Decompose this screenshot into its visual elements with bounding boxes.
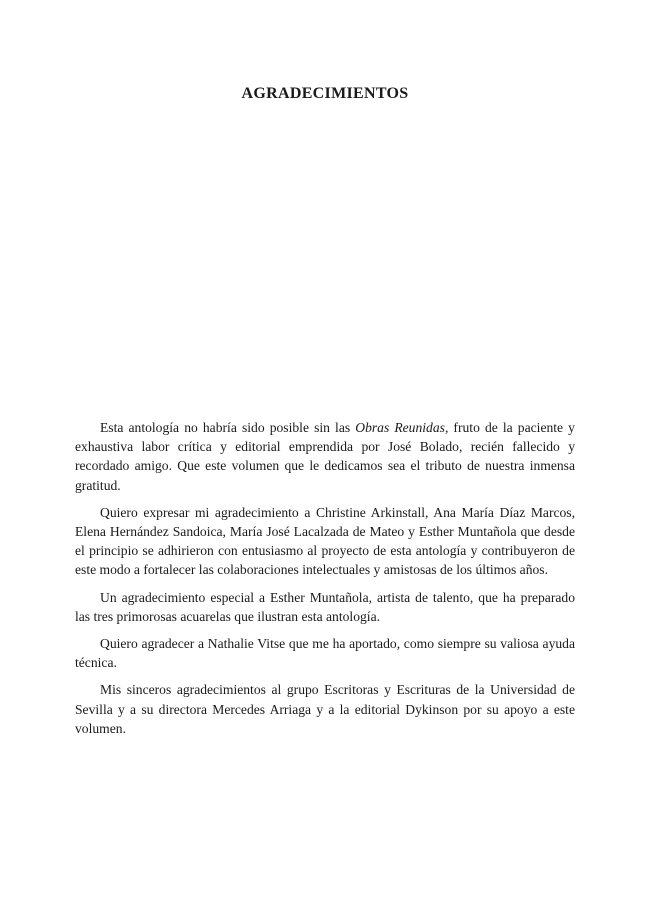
- paragraph-1-text-end: , fruto de la paciente y exhaustiva labor crítica y editorial emprendida por José Bolado, recién fallecido y recordado amigo. Que este volumen que le dedicamos sea el tributo de nuestra inmensa gratitud.: [75, 420, 575, 493]
- paragraph-1: [75, 418, 575, 495]
- acknowledgements-body: [75, 418, 575, 738]
- paragraph-2: Quiero expresar mi agradecimiento a Christine Arkinstall, Ana María Díaz Marcos, Elena Hernández Sandoica, María José Lacalzada de Mateo y Esther Muntañola que desde el principio se adhirieron con entusiasmo al proyecto de esta antología y contribuyeron de este modo a fortalecer las colaboraciones intelectuales y amistosas de los últimos años.: [75, 504, 575, 578]
- paragraph-4: Quiero agradecer a Nathalie Vitse que me ha aportado, como siempre su valiosa ayuda técnica.: [75, 636, 575, 671]
- paragraph-5: Mis sinceros agradecimientos al grupo Escritoras y Escrituras de la Universidad de Sevilla y a su directora Mercedes Arriaga y a la editorial Dykinson por su apoyo a este volumen.: [75, 682, 575, 736]
- page-title: AGRADECIMIENTOS: [241, 85, 409, 102]
- book-title-italic: Obras Reunidas: [355, 420, 445, 435]
- paragraph-3: Un agradecimiento especial a Esther Muntañola, artista de talento, que ha preparado las tres primorosas acuarelas que ilustran esta antología.: [75, 589, 575, 624]
- paragraph-1-text-start: Esta antología no habría sido posible sin las: [100, 420, 356, 435]
